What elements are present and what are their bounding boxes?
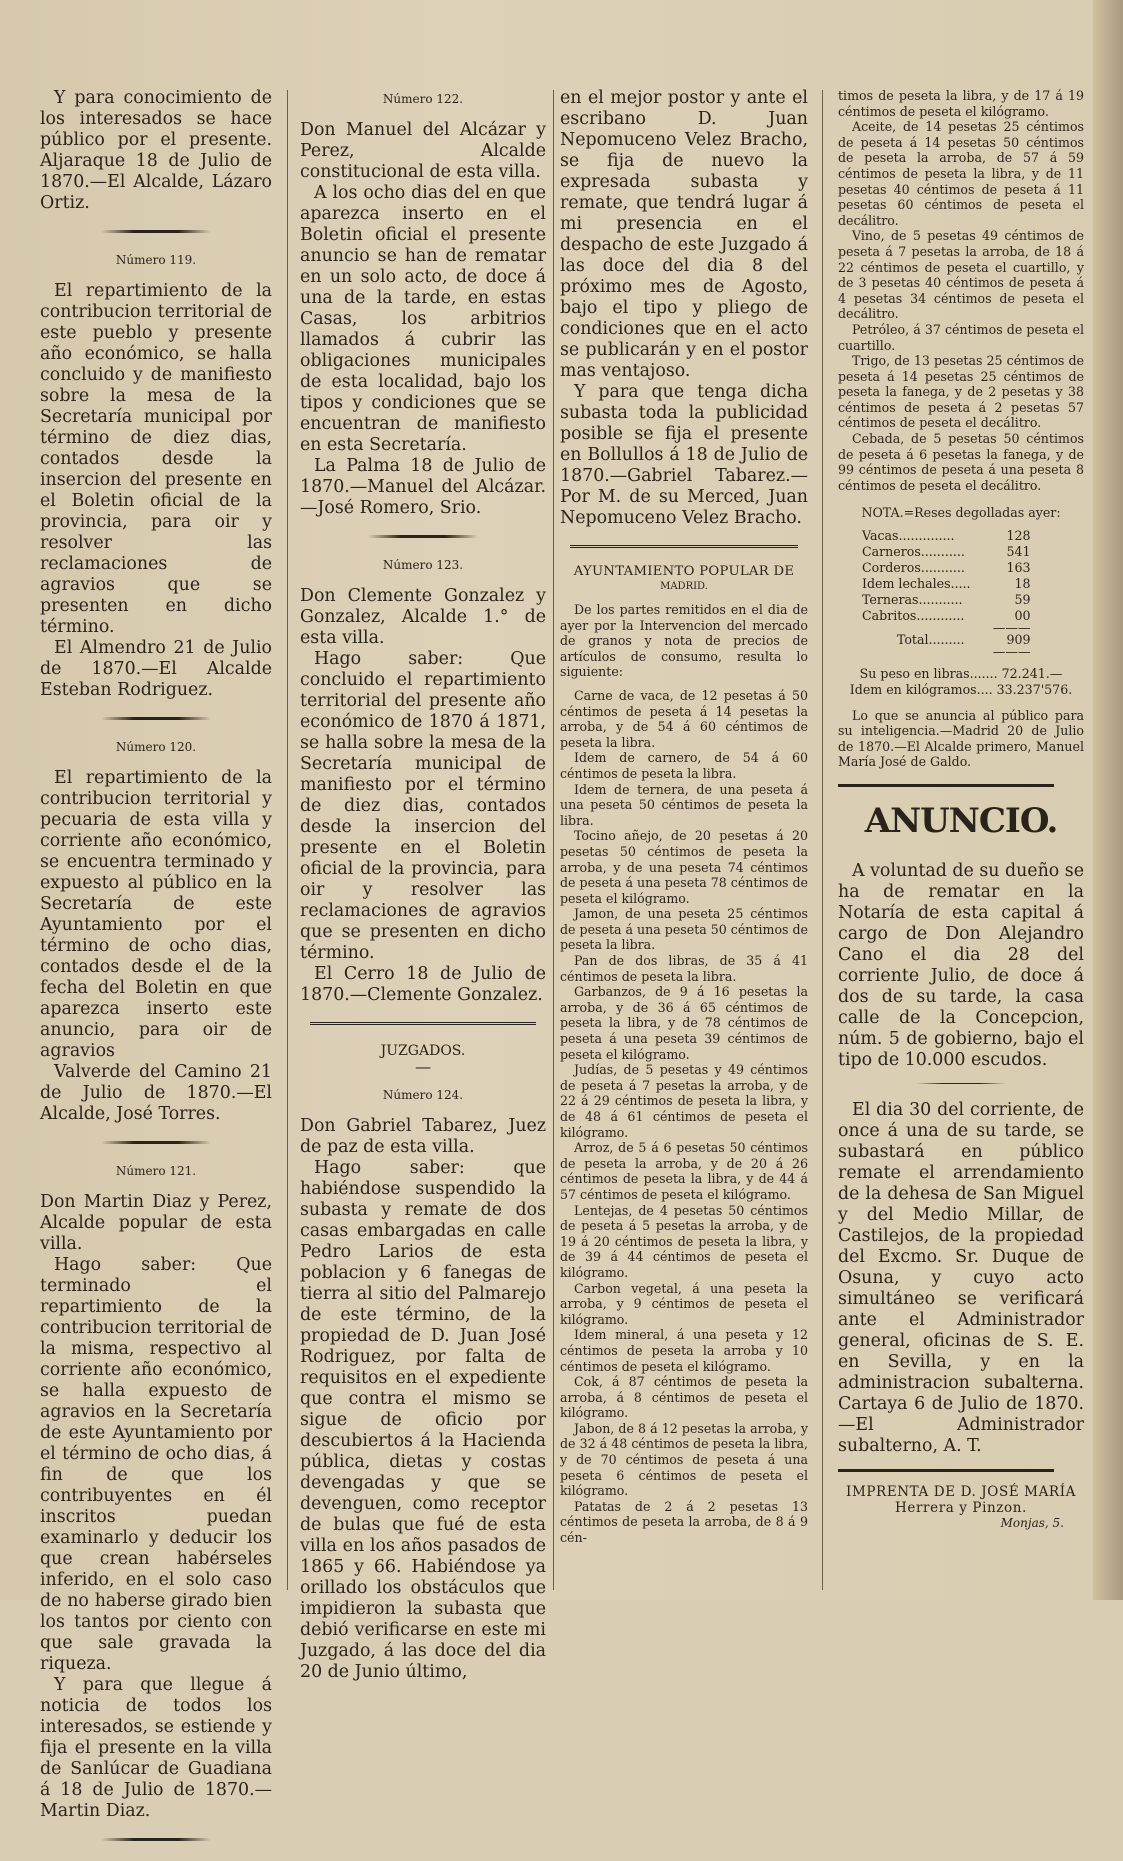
weight-kg: Idem en kilógramos.... 33.237'576. [849,682,1073,698]
section-rule [310,1022,536,1025]
price-item: Jabon, de 8 á 12 pesetas la arroba, y de 32 á 48 céntimos de peseta la libra, y de 70 céntimos de peseta á una peseta 6 céntimos de peseta el kilógramo. [560,1420,808,1499]
ornament-divider [101,1141,211,1144]
section-title: JUZGADOS. [380,1043,466,1059]
table-row [862,592,1051,608]
cattle-count: 00 [1014,608,1031,624]
cattle-count: 59 [1014,592,1031,608]
table-row [862,528,1051,544]
cattle-count: 18 [1014,576,1031,592]
column-3 [560,88,808,1546]
paragraph: De los partes remitidos en el dia de ayer por la Intervencion del mercado de granos y nota de precios de artículos de consumo, resulta lo siguiente: [560,602,808,680]
price-item: Carne de vaca, de 12 pesetas á 50 céntimos de peseta á 14 pesetas la arroba, y de 54 á 60 céntimos de peseta la libra. [560,687,808,750]
cattle-count: 163 [1006,560,1031,576]
cattle-count: 541 [1006,544,1031,560]
price-item: Petróleo, á 37 céntimos de peseta el cuartillo. [838,321,1084,353]
signature: El Almendro 21 de Julio de 1870.—El Alcalde Esteban Rodriguez. [40,638,272,700]
paragraph: A los ocho dias del en que aparezca inserto en el Boletin oficial el presente anuncio se han de rematar en un solo acto, de doce á una de la tarde, en estas Casas, los arbitrios llamados á cubrir las obligaciones municipales de esta localidad, bajo los tipos y condiciones que se encuentran de manifiesto en esta Secretaría. [300,183,546,455]
price-item: Vino, de 5 pesetas 49 céntimos de peseta á 7 pesetas la arroba, de 18 á 22 céntimos de peseta el cuartillo, y de 3 pesetas 40 céntimos de peseta á 4 pesetas 34 céntimos de peseta el decálitro. [838,228,1084,322]
price-item: Cebada, de 5 pesetas 50 céntimos de peseta á 6 pesetas la fanega, y de 99 céntimos de peseta á una peseta 8 céntimos de peseta el decálitro. [838,431,1084,493]
column-rule [553,90,554,1590]
notice-number: Número 120. [115,740,197,754]
price-item: Tocino añejo, de 20 pesetas á 20 pesetas 50 céntimos de peseta la arroba, y de una peseta 74 céntimos de peseta á una peseta 78 céntimos de peseta el kilógramo. [560,828,809,906]
price-item: Garbanzos, de 9 á 16 pesetas la arroba, y de 36 á 65 céntimos de peseta la libra, y de 78 céntimos de peseta á una peseta 39 céntimos de peseta el kilógramo. [560,984,808,1062]
notice-heading: Don Gabriel Tabarez, Juez de paz de esta villa. [300,1116,546,1157]
notice-number: Número 119. [115,253,197,267]
cattle-name: Carneros........... [862,544,965,560]
signature: Valverde del Camino 21 de Julio de 1870.—El Alcalde, José Torres. [40,1062,272,1124]
price-item: Idem de carnero, de 54 á 60 céntimos de peseta la libra. [560,750,808,781]
signature: El Cerro 18 de Julio de 1870.—Clemente Gonzalez. [300,964,546,1005]
price-item: Aceite, de 14 pesetas 25 céntimos de peseta á 14 pesetas 50 céntimos de peseta la arroba, de 57 á 59 céntimos de peseta la libra, y de 11 pesetas 40 céntimos de peseta á 11 pesetas 60 céntimos de peseta el decálitro. [838,119,1084,228]
section-title: AYUNTAMIENTO POPULAR DE [573,564,795,579]
total-label: Total......... [896,632,965,648]
paragraph: El dia 30 del corriente, de once á una de su tarde, se subastará en público remate el arrendamiento de la dehesa de San Miguel y del Medio Millar, de Castilejos, de la propiedad del Excmo. Sr. Duque de Osuna, y cuyo acto simultáneo se verificará ante el Administrador general, oficinas de S. E. en Sevilla, y en la administracion subalterna. Cartaya 6 de Julio de 1870. —El Administrador subalterno, A. T. [838,1100,1084,1456]
paragraph: Y para que llegue á noticia de todos los interesados, se estiende y fija el presente en la villa de Sanlúcar de Guadiana á 18 de Julio de 1870.—Martin Diaz. [40,1675,272,1821]
column-1 [40,88,272,1861]
cattle-name: Cabritos............ [862,608,965,624]
cattle-name: Terneras........... [862,592,963,608]
price-item: timos de peseta la libra, y de 17 á 19 céntimos de peseta el kilógramo. [838,88,1084,119]
price-list [560,602,808,1546]
paragraph: A voluntad de su dueño se ha de rematar en la Notaría de esta capital á cargo de Don Alejandro Cano el dia 28 del corriente Julio, de doce á dos de su tarde, la casa calle de la Concepcion, núm. 5 de gobierno, bajo el tipo de 10.000 escudos. [838,861,1085,1070]
cattle-table [862,528,1051,660]
ornament-divider [916,1083,1006,1084]
section-rule [838,784,1054,787]
price-item: Carbon vegetal, á una peseta la arroba, y 9 céntimos de peseta el kilógramo. [560,1280,808,1327]
price-item: Idem de ternera, de una peseta á una peseta 50 céntimos de peseta la libra. [560,781,808,828]
table-row: ——— [992,644,1031,660]
notice-number: Número 121. [115,1164,197,1178]
paragraph: El repartimiento de la contribucion territorial y pecuaria de esta villa y corriente año económico, se encuentra terminado y expuesto al público en la Secretaría de este Ayuntamiento por el término de ocho dias, contados desde el de la fecha del Boletin en que aparezca inserto este anuncio, para oir de agravios [40,768,272,1061]
notice-heading: Don Clemente Gonzalez y Gonzalez, Alcalde 1.° de esta villa. [300,586,546,648]
note-heading: NOTA.=Reses degolladas ayer: [861,505,1061,521]
paragraph: Hago saber: que habiéndose suspendido la subasta y remate de dos casas embargadas en calle Pedro Larios de esta poblacion y 6 fanegas de tierra al sitio del Palmarejo de este término, de la propiedad de D. Juan José Rodriguez, por falta de requisitos en el expediente que contra el mismo se sigue de oficio por descubiertos á la Hacienda pública, dietas y costas devengadas y que se devenguen, como receptor de bulas que fué de esta villa en los años pasados de 1865 y 66. Habiéndose ya orillado los obstáculos que impidieron la subasta que debió verificarse en este mi Juzgado, á las doce del dia 20 de Junio último, [300,1158,546,1682]
section-rule [838,1469,1054,1472]
cattle-name: Idem lechales..... [862,576,971,592]
page-edge [1093,0,1123,1600]
paragraph: Lo que se anuncia al público para su inteligencia.—Madrid 20 de Julio de 1870.—El Alcalde primero, Manuel María José de Galdo. [838,707,1084,770]
price-item: Cok, á 87 céntimos de peseta la arroba, á 8 céntimos de peseta el kilógramo. [560,1374,808,1421]
section-rule [570,545,798,548]
price-item: Pan de dos libras, de 35 á 41 céntimos de peseta la libra. [560,953,808,984]
paragraph: Hago saber: Que terminado el repartimiento de la contribucion territorial de la misma, respectivo al corriente año económico, se halla expuesto de agravios en la Secretaría de este Ayuntamiento por el término de ocho dias, á fin de que los contribuyentes en él inscritos puedan examinarlo y deducir los que crean habérseles inferido, en el solo caso de no haberse girado bien los tantos por ciento con que sale gravada la riqueza. [40,1255,272,1674]
cattle-name: Corderos........... [862,560,965,576]
notice-heading: Don Martin Diaz y Perez, Alcalde popular de esta villa. [40,1192,272,1254]
table-row: ——— [992,620,1031,636]
notice-number: Número 124. [382,1088,464,1102]
paragraph: Y para conocimiento de los interesados se hace público por el presente. Aljaraque 18 de Julio de 1870.—El Alcalde, Lázaro Ortiz. [40,88,272,213]
cattle-name: Vacas.............. [862,528,955,544]
price-item: Trigo, de 13 pesetas 25 céntimos de peseta á 14 pesetas 25 céntimos de peseta la fanega, y de 2 pesetas y 38 céntimos de peseta á 2 pesetas 57 céntimos de peseta el decálitro. [838,353,1084,431]
paragraph: El repartimiento de la contribucion territorial de este pueblo y presente año económico, se halla concluido y de manifiesto sobre la mesa de la Secretaría municipal por término de diez dias, contados desde la insercion del presente en el Boletin oficial de la provincia, para oir y resolver las reclamaciones de agravios que se presenten en dicho término. [40,281,272,637]
ornament-divider [101,717,211,720]
price-item: Jamon, de una peseta 25 céntimos de peseta á una peseta 50 céntimos de peseta la libra. [560,906,809,953]
table-row [862,576,1051,592]
paragraph: Y para que tenga dicha subasta toda la publicidad posible se fija el presente en Bollullos á 18 de Julio de 1870.—Gabriel Tabarez.—Por M. de su Merced, Juan Nepomuceno Velez Bracho. [560,382,808,528]
notice-number: Número 122. [382,92,464,106]
total-value: 909 [1006,632,1031,648]
printer-address: Monjas, 5. [1000,1516,1064,1530]
price-item: Patatas de 2 á 2 pesetas 13 céntimos de peseta la arroba, de 8 á 9 cén- [560,1498,808,1546]
paragraph: en el mejor postor y ante el escribano D. Juan Nepomuceno Velez Bracho, se fija de nuevo la expresada subasta y remate, que tendrá lugar á mi presencia en el despacho de este Juzgado á las doce del dia 8 del próximo mes de Agosto, bajo el tipo y pliego de condiciones que en el acto se publicarán y en el postor mas ventajoso. [560,88,808,381]
column-rule [287,90,288,1590]
notice-number: Número 123. [382,558,464,572]
price-item: Arroz, de 5 á 6 pesetas 50 céntimos de peseta la arroba, y de 20 á 26 céntimos de peseta la libra, y de 44 á 57 céntimos de peseta el kilógramo. [560,1140,808,1202]
column-4 [838,88,1084,1530]
weight-libras: Su peso en libras....... 72.241.— [859,666,1063,682]
table-row [862,544,1051,560]
dash-divider: — [415,1057,431,1076]
price-item: Lentejas, de 4 pesetas 50 céntimos de peseta á 5 pesetas la arroba, y de 19 á 20 céntimos de peseta la libra, y de 39 á 44 céntimos de peseta el kilógramo. [560,1202,808,1280]
paragraph: Hago saber: Que concluido el repartimiento territorial del presente año económico de 1870 á 1871, se halla sobre la mesa de la Secretaría municipal de manifiesto por el término de diez dias, contados desde la insercion del presente en el Boletin oficial de la provincia, para oir y resolver las reclamaciones de agravios que se presenten en dicho término. [300,649,546,963]
notice-heading: Don Manuel del Alcázar y Perez, Alcalde constitucional de esta villa. [300,120,546,182]
column-rule [822,90,823,1590]
ornament-divider [101,230,211,233]
anuncio-title: ANUNCIO. [864,801,1058,841]
signature: La Palma 18 de Julio de 1870.—Manuel del Alcázar.—José Romero, Srio. [300,456,546,518]
price-item: Idem mineral, á una peseta y 12 céntimos de peseta la arroba y 10 céntimos de peseta el kilógramo. [560,1327,808,1374]
printer-imprint: IMPRENTA DE D. JOSÉ MARÍA Herrera y Pinzon. [846,1484,1076,1516]
ornament-divider [101,1838,211,1841]
price-item: Judías, de 5 pesetas y 49 céntimos de peseta á 7 pesetas la arroba, y de 22 á 29 céntimos de peseta la libra, y de 48 á 61 céntimos de peseta el kilógramo. [560,1062,808,1140]
table-row [862,560,1051,576]
column-2 [300,88,546,1683]
cattle-count: 128 [1006,528,1031,544]
section-subtitle: MADRID. [660,581,708,592]
ornament-divider [368,535,478,538]
